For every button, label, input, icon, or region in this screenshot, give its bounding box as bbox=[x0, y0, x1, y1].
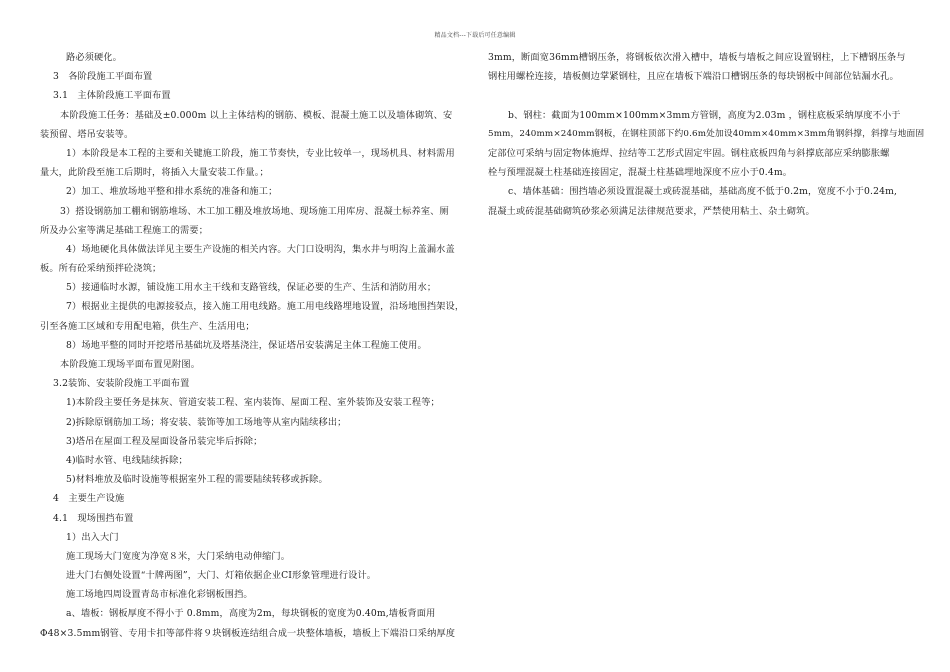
text-line: 所及办公室等满足基础工程施工的需要； bbox=[40, 224, 209, 236]
text-line: Φ48×3.5mm钢管、专用卡扣等部件将９块钢板连结组合成一块整体墙板，墙板上下端沿口采纳厚度 bbox=[40, 627, 456, 639]
text-line: 3）搭设钢筋加工棚和钢筋堆场、木工加工棚及堆放场地、现场施工用库房、混凝土标养室、厕 bbox=[60, 205, 449, 217]
text-line: 量大，此阶段至施工后期时，将插入大量安装工作量。； bbox=[40, 167, 269, 179]
text-line: 本阶段施工现场平面布置见附图。 bbox=[60, 359, 201, 370]
text-line: 4)临时水管、电线陆续拆除； bbox=[66, 454, 188, 466]
text-line: 5)材料堆放及临时设施等根据室外工程的需要陆续转移或拆除。 bbox=[66, 474, 328, 486]
text-line: 5）接通临时水源，铺设施工用水主干线和支路管线，保证必要的生产、生活和消防用水； bbox=[66, 282, 437, 294]
text-line bbox=[488, 86, 928, 105]
text-line: a、墙板：钢板厚度不得小于 0.8mm，高度为2m，每块钢板的宽度为0.40m,墙板背面用 bbox=[66, 608, 436, 620]
text-line: 1)本阶段主要任务是抹灰、管道安装工程、室内装饰、屋面工程、室外装饰及安装工程等； bbox=[66, 397, 440, 409]
text-line: 3)塔吊在屋面工程及屋面设备吊装完毕后拆除； bbox=[66, 435, 263, 447]
text-line: 施工场地四周设置青岛市标准化彩钢板围挡。 bbox=[66, 589, 253, 601]
text-line: b、钢柱：截面为100mm×100mm×3mm方管钢，高度为2.03m ，钢柱底板采纳厚度不小于 bbox=[508, 109, 901, 121]
text-line: 1）本阶段是本工程的主要和关键施工阶段，施工节奏快，专业比较单一，现场机具、材料需用 bbox=[66, 147, 455, 159]
text-line: 4）场地硬化具体做法详见主要生产设施的相关内容。大门口设明沟，集水井与明沟上盖漏水盖 bbox=[66, 243, 455, 255]
text-line: 本阶段施工任务：基础及±0.000m 以上主体结构的钢筋、模板、混凝土施工以及墙体砌筑、安 bbox=[60, 109, 453, 121]
text-line: 4 主要生产设施 bbox=[53, 493, 125, 505]
text-line: 5mm，240mm×240mm钢板，在钢柱顶部下约0.6m处加设40mm×40mm×3mm角钢斜撑，斜撑与地面固 bbox=[488, 128, 925, 139]
text-line: 4.1 现场围挡布置 bbox=[53, 512, 134, 524]
text-line: 路必须硬化。 bbox=[66, 52, 123, 63]
text-line: 3.2装饰、安装阶段施工平面布置 bbox=[53, 378, 190, 390]
text-line: 混凝土或砖混基础砌筑砂浆必须满足法律规范要求，严禁使用粘土、杂土砌筑。 bbox=[488, 205, 815, 217]
text-line: 装预留、塔吊安装等。 bbox=[40, 128, 134, 140]
text-line: 栓与预埋混凝土柱基础连接固定，混凝土柱基础埋地深度不应小于0.4m。 bbox=[488, 167, 793, 179]
text-line: 施工现场大门宽度为净宽８米，大门采纳电动伸缩门。 bbox=[66, 550, 291, 562]
text-line: 1）出入大门 bbox=[66, 531, 119, 543]
text-line: c、墙体基础：围挡墙必须设置混凝土或砖混基础，基础高度不低于0.2m，宽度不小于0.24m, bbox=[508, 186, 898, 198]
text-line: 2)拆除原钢筋加工场；将安装、装饰等加工场地等从室内陆续移出； bbox=[66, 416, 347, 428]
left-text-column bbox=[40, 48, 472, 643]
text-line: 3mm，断面宽36mm槽钢压条，将钢板依次滑入槽中，墙板与墙板之间应设置钢柱，上下槽钢压条与 bbox=[488, 52, 906, 63]
text-line: 引至各施工区域和专用配电箱，供生产、生活用电； bbox=[40, 320, 255, 332]
text-line: 2）加工、堆放场地平整和排水系统的准备和施工； bbox=[66, 186, 278, 198]
text-line: 进大门右侧处设置“十牌两图”，大门、灯箱依据企业CI形象管理进行设计。 bbox=[66, 570, 377, 582]
text-line: 钢柱用螺栓连接，墙板侧边掌紧钢柱，且应在墙板下端沿口槽钢压条的每块钢板中间部位钻漏水孔。 bbox=[488, 71, 899, 83]
text-line: 7）根据业主提供的电源接驳点，接入施工用电线路。施工用电线路埋地设置，沿场地围挡架设， bbox=[66, 301, 465, 313]
page-header: 精品文档---下载后可任意编辑 bbox=[434, 32, 516, 39]
text-line: 定部位可采纳与固定物体施焊、拉结等工艺形式固定牢固。钢柱底板四角与斜撑底部应采纳膨胀螺 bbox=[488, 147, 890, 159]
text-line: 3.1 主体阶段施工平面布置 bbox=[53, 90, 171, 102]
right-text-column bbox=[488, 48, 928, 221]
text-line: 3 各阶段施工平面布置 bbox=[53, 71, 153, 83]
text-line: 板。所有砼采纳预拌砼浇筑； bbox=[40, 263, 162, 275]
text-line: 8）场地平整的同时开挖塔吊基础坑及塔基浇注，保证塔吊安装满足主体工程施工使用。 bbox=[66, 339, 427, 351]
